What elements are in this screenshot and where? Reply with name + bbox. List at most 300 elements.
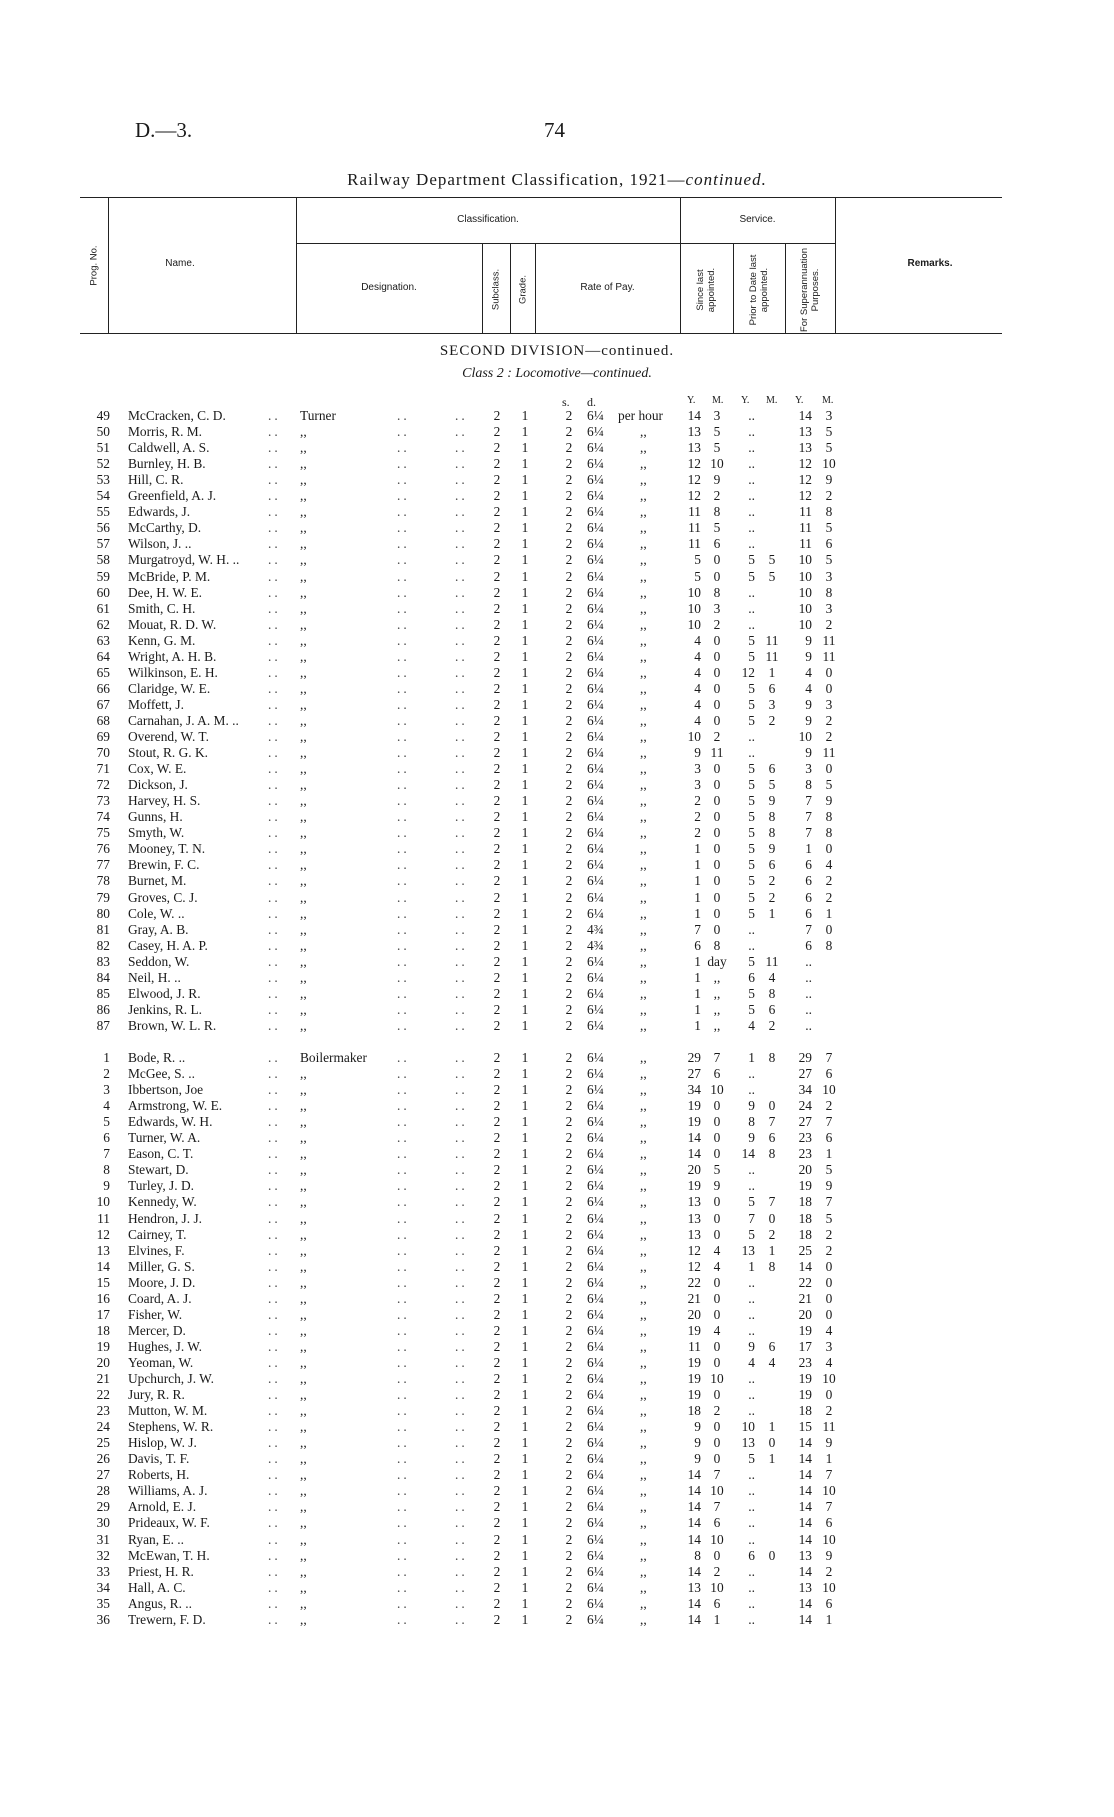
cell-d: 6¼ — [587, 1226, 604, 1242]
cell-unit: ,, — [640, 1258, 647, 1274]
cell-name: Bode, R. .. — [128, 1050, 186, 1065]
cell-m3: 6 — [825, 1130, 833, 1146]
cell-d: 6¼ — [587, 1130, 604, 1146]
cell-unit: ,, — [640, 456, 647, 472]
unit-years-1: Y. — [687, 395, 696, 406]
cell-y2: 6 — [748, 969, 755, 985]
cell-y3: 27 — [798, 1114, 812, 1130]
leader-dots: .. — [455, 1001, 468, 1017]
cell-no: 20 — [96, 1354, 110, 1370]
table-row — [0, 1612, 1114, 1628]
cell-no: 59 — [96, 568, 110, 584]
header-service: Service. — [739, 214, 776, 225]
cell-d: 6¼ — [587, 456, 604, 472]
cell-m1: 4 — [713, 1242, 721, 1258]
cell-des: ,, — [300, 552, 307, 568]
cell-gr: 1 — [521, 472, 529, 488]
cell-y2: .. — [748, 472, 755, 488]
leader-dots: .. — [268, 1210, 281, 1226]
cell-gr: 1 — [521, 1322, 529, 1338]
cell-d: 4¾ — [587, 921, 604, 937]
cell-d: 6¼ — [587, 729, 604, 744]
cell-m2: 1 — [768, 1419, 776, 1435]
cell-y1: 19 — [687, 1371, 701, 1386]
cell-name: McEwan, T. H. — [128, 1547, 210, 1563]
cell-y2: .. — [748, 1290, 755, 1306]
cell-des: ,, — [300, 616, 307, 632]
cell-s: 2 — [565, 1306, 573, 1322]
cell-no: 84 — [96, 969, 110, 985]
cell-unit: ,, — [640, 1130, 647, 1146]
cell-sub: 2 — [493, 536, 501, 552]
cell-unit: ,, — [640, 921, 647, 937]
cell-name: Jury, R. R. — [128, 1387, 185, 1403]
cell-unit: ,, — [640, 632, 647, 648]
table-row — [0, 922, 1114, 938]
cell-sub: 2 — [493, 825, 501, 841]
cell-gr: 1 — [521, 440, 529, 456]
col-rule-1 — [108, 197, 109, 333]
cell-unit: ,, — [640, 793, 647, 809]
table-row — [0, 1532, 1114, 1548]
leader-dots: .. — [397, 536, 410, 552]
cell-m3: 9 — [825, 1435, 833, 1451]
leader-dots: .. — [268, 1595, 281, 1611]
leader-dots: .. — [455, 1547, 468, 1563]
leader-dots: .. — [455, 1435, 468, 1451]
table-row — [0, 1451, 1114, 1467]
cell-d: 6¼ — [587, 1066, 604, 1082]
cell-m1: 0 — [713, 1419, 721, 1435]
cell-y3: 14 — [798, 1563, 812, 1579]
cell-unit: ,, — [640, 969, 647, 985]
leader-dots: .. — [268, 953, 281, 969]
leader-dots: .. — [268, 1483, 281, 1499]
cell-name: Elvines, F. — [128, 1242, 185, 1258]
table-row — [0, 1307, 1114, 1323]
cell-sub: 2 — [493, 761, 501, 777]
cell-no: 2 — [103, 1066, 110, 1082]
table-row — [0, 761, 1114, 777]
cell-unit: ,, — [640, 1306, 647, 1322]
cell-y3: 14 — [798, 1435, 812, 1451]
leader-dots: .. — [455, 536, 468, 552]
leader-dots: .. — [397, 1226, 410, 1242]
cell-y1: 5 — [694, 552, 701, 568]
cell-m2: 9 — [768, 793, 776, 809]
cell-y2: 6 — [748, 1547, 755, 1563]
cell-gr: 1 — [521, 1595, 529, 1611]
cell-y3: 23 — [798, 1130, 812, 1146]
cell-name: Edwards, J. — [128, 504, 191, 520]
cell-sub: 2 — [493, 664, 501, 680]
cell-m1: 0 — [713, 1451, 721, 1467]
leader-dots: .. — [397, 1194, 410, 1210]
cell-no: 32 — [96, 1547, 110, 1563]
cell-d: 6¼ — [587, 985, 604, 1001]
table-row — [0, 649, 1114, 665]
cell-name: Roberts, H. — [128, 1467, 190, 1483]
cell-y3: .. — [805, 1001, 812, 1017]
leader-dots: .. — [268, 921, 281, 937]
cell-d: 6¼ — [587, 1210, 604, 1226]
cell-sub: 2 — [493, 1274, 501, 1290]
leader-dots: .. — [268, 1611, 281, 1627]
cell-y1: 13 — [687, 1226, 701, 1242]
cell-y1: 9 — [694, 1435, 701, 1451]
cell-d: 6¼ — [587, 1547, 604, 1563]
leader-dots: .. — [397, 1050, 410, 1065]
cell-name: Burnley, H. B. — [128, 456, 206, 472]
cell-y1: 4 — [694, 664, 701, 680]
unit-months-1: M. — [712, 395, 724, 406]
cell-y1: 12 — [687, 472, 701, 488]
cell-gr: 1 — [521, 1146, 529, 1162]
table-row — [0, 857, 1114, 873]
col-rule-8 — [785, 243, 786, 333]
cell-sub: 2 — [493, 424, 501, 440]
cell-sub: 2 — [493, 857, 501, 873]
cell-no: 82 — [96, 937, 110, 953]
cell-m1: 0 — [713, 1547, 721, 1563]
header-top-rule — [80, 197, 1002, 198]
cell-no: 3 — [103, 1082, 110, 1098]
cell-sub: 2 — [493, 1563, 501, 1579]
leader-dots: .. — [455, 1178, 468, 1194]
cell-name: Jenkins, R. L. — [128, 1001, 203, 1017]
cell-gr: 1 — [521, 584, 529, 600]
cell-y1: 11 — [688, 520, 701, 536]
cell-y2: .. — [748, 408, 755, 423]
cell-y1: 13 — [687, 1210, 701, 1226]
cell-unit: ,, — [640, 696, 647, 712]
leader-dots: .. — [268, 648, 281, 664]
cell-y3: .. — [805, 953, 812, 969]
table-row — [0, 906, 1114, 922]
cell-sub: 2 — [493, 696, 501, 712]
cell-unit: ,, — [640, 712, 647, 728]
cell-no: 77 — [96, 857, 110, 873]
table-row — [0, 1243, 1114, 1259]
leader-dots: .. — [397, 1451, 410, 1467]
leader-dots: .. — [397, 1595, 410, 1611]
cell-m3: 4 — [825, 857, 833, 873]
cell-unit: ,, — [640, 488, 647, 504]
cell-des: ,, — [300, 696, 307, 712]
cell-gr: 1 — [521, 1130, 529, 1146]
cell-sub: 2 — [493, 1611, 501, 1627]
cell-m2: 6 — [768, 761, 776, 777]
cell-s: 2 — [565, 1595, 573, 1611]
leader-dots: .. — [397, 1322, 410, 1338]
leader-dots: .. — [397, 584, 410, 600]
cell-m1: 7 — [713, 1050, 721, 1065]
leader-dots: .. — [397, 1130, 410, 1146]
cell-des: ,, — [300, 1435, 307, 1451]
cell-unit: ,, — [640, 1499, 647, 1515]
cell-y2: .. — [748, 1162, 755, 1178]
table-row — [0, 1162, 1114, 1178]
cell-y2: 8 — [748, 1114, 755, 1130]
cell-unit: ,, — [640, 1579, 647, 1595]
cell-unit: ,, — [640, 424, 647, 440]
cell-gr: 1 — [521, 825, 529, 841]
leader-dots: .. — [397, 937, 410, 953]
leader-dots: .. — [455, 456, 468, 472]
cell-des: ,, — [300, 857, 307, 873]
table-row — [0, 1098, 1114, 1114]
leader-dots: .. — [268, 1162, 281, 1178]
header-since-last: Since last appointed. — [695, 267, 717, 313]
cell-y3: 17 — [798, 1338, 812, 1354]
cell-unit: ,, — [640, 1194, 647, 1210]
cell-no: 12 — [96, 1226, 110, 1242]
cell-unit: ,, — [640, 937, 647, 953]
cell-gr: 1 — [521, 1114, 529, 1130]
cell-unit: per hour — [618, 408, 663, 423]
cell-s: 2 — [565, 1130, 573, 1146]
cell-unit: ,, — [640, 1403, 647, 1419]
leader-dots: .. — [397, 440, 410, 456]
cell-name: McBride, P. M. — [128, 568, 211, 584]
leader-dots: .. — [268, 857, 281, 873]
cell-y3: .. — [805, 985, 812, 1001]
cell-m3: 6 — [825, 1595, 833, 1611]
cell-des: ,, — [300, 745, 307, 761]
cell-y3: 9 — [805, 745, 812, 761]
cell-y3: 18 — [798, 1194, 812, 1210]
cell-m1: ,, — [713, 1017, 721, 1033]
cell-sub: 2 — [493, 584, 501, 600]
cell-gr: 1 — [521, 1499, 529, 1515]
cell-y3: 12 — [798, 488, 812, 504]
leader-dots: .. — [455, 424, 468, 440]
table-row — [0, 569, 1114, 585]
cell-y2: .. — [748, 1483, 755, 1499]
leader-dots: .. — [268, 1082, 281, 1098]
cell-sub: 2 — [493, 777, 501, 793]
cell-y1: 14 — [687, 1130, 701, 1146]
cell-gr: 1 — [521, 1338, 529, 1354]
cell-y2: 5 — [748, 552, 755, 568]
leader-dots: .. — [455, 1322, 468, 1338]
cell-des: ,, — [300, 472, 307, 488]
cell-sub: 2 — [493, 1242, 501, 1258]
cell-sub: 2 — [493, 1146, 501, 1162]
cell-d: 6¼ — [587, 696, 604, 712]
leader-dots: .. — [397, 809, 410, 825]
title-continued: continued. — [685, 170, 767, 189]
table-row — [0, 1194, 1114, 1210]
page-title — [0, 170, 1114, 190]
cell-s: 2 — [565, 793, 573, 809]
leader-dots: .. — [397, 1547, 410, 1563]
cell-m1: 2 — [713, 1563, 721, 1579]
cell-y1: 1 — [694, 969, 701, 985]
cell-d: 6¼ — [587, 1451, 604, 1467]
cell-m1: 0 — [713, 921, 721, 937]
cell-y1: 13 — [687, 1579, 701, 1595]
cell-y2: .. — [748, 921, 755, 937]
table-row — [0, 1275, 1114, 1291]
cell-sub: 2 — [493, 488, 501, 504]
cell-y2: 13 — [741, 1435, 755, 1451]
leader-dots: .. — [455, 632, 468, 648]
cell-y3: 14 — [798, 1483, 812, 1499]
cell-unit: ,, — [640, 1210, 647, 1226]
cell-gr: 1 — [521, 1194, 529, 1210]
cell-y2: .. — [748, 456, 755, 472]
cell-des: ,, — [300, 1387, 307, 1403]
cell-no: 4 — [103, 1098, 110, 1114]
cell-no: 7 — [103, 1146, 110, 1162]
cell-s: 2 — [565, 600, 573, 616]
cell-no: 65 — [96, 664, 110, 680]
cell-s: 2 — [565, 1563, 573, 1579]
leader-dots: .. — [268, 568, 281, 584]
cell-y1: 1 — [694, 1017, 701, 1033]
leader-dots: .. — [397, 1114, 410, 1130]
cell-y1: 1 — [694, 985, 701, 1001]
cell-m3: 7 — [825, 1467, 833, 1483]
cell-no: 26 — [96, 1451, 110, 1467]
cell-no: 13 — [96, 1242, 110, 1258]
cell-y2: .. — [748, 1403, 755, 1419]
leader-dots: .. — [455, 1017, 468, 1033]
cell-y2: 1 — [748, 1258, 755, 1274]
cell-m1: 4 — [713, 1258, 721, 1274]
table-row — [0, 938, 1114, 954]
leader-dots: .. — [455, 696, 468, 712]
cell-y1: 10 — [687, 600, 701, 616]
cell-s: 2 — [565, 1017, 573, 1033]
cell-y2: 5 — [748, 953, 755, 969]
cell-m2: 8 — [768, 1258, 776, 1274]
cell-y2: 12 — [741, 664, 755, 680]
cell-m3: 7 — [825, 1050, 833, 1065]
leader-dots: .. — [268, 761, 281, 777]
cell-m1: 3 — [713, 600, 721, 616]
cell-m2: 5 — [768, 777, 776, 793]
cell-y1: 4 — [694, 648, 701, 664]
cell-y3: 19 — [798, 1178, 812, 1194]
cell-s: 2 — [565, 456, 573, 472]
cell-y3: 13 — [798, 1547, 812, 1563]
table-row — [0, 1178, 1114, 1194]
cell-m3: 10 — [822, 1483, 836, 1499]
cell-des: ,, — [300, 1338, 307, 1354]
cell-name: Armstrong, W. E. — [128, 1098, 223, 1114]
cell-s: 2 — [565, 1499, 573, 1515]
leader-dots: .. — [268, 825, 281, 841]
cell-no: 8 — [103, 1162, 110, 1178]
cell-y2: 5 — [748, 809, 755, 825]
cell-m3: 5 — [825, 424, 833, 440]
cell-no: 19 — [96, 1338, 110, 1354]
cell-unit: ,, — [640, 1098, 647, 1114]
cell-s: 2 — [565, 1547, 573, 1563]
cell-y2: .. — [748, 1178, 755, 1194]
table-row — [0, 472, 1114, 488]
cell-gr: 1 — [521, 777, 529, 793]
cell-no: 69 — [96, 729, 110, 744]
leader-dots: .. — [268, 1258, 281, 1274]
cell-s: 2 — [565, 1451, 573, 1467]
cell-s: 2 — [565, 712, 573, 728]
leader-dots: .. — [268, 1226, 281, 1242]
cell-name: McCracken, C. D. — [128, 408, 226, 423]
cell-name: Greenfield, A. J. — [128, 488, 217, 504]
cell-name: Caldwell, A. S. — [128, 440, 210, 456]
cell-name: Stewart, D. — [128, 1162, 189, 1178]
cell-no: 72 — [96, 777, 110, 793]
cell-y2: 5 — [748, 825, 755, 841]
cell-m3: 0 — [825, 1306, 833, 1322]
cell-y1: 11 — [688, 536, 701, 552]
leader-dots: .. — [455, 809, 468, 825]
cell-y2: .. — [748, 1082, 755, 1098]
table-row — [0, 601, 1114, 617]
cell-s: 2 — [565, 408, 573, 423]
cell-no: 9 — [103, 1178, 110, 1194]
cell-des: ,, — [300, 1146, 307, 1162]
cell-no: 71 — [96, 761, 110, 777]
cell-gr: 1 — [521, 857, 529, 873]
leader-dots: .. — [268, 873, 281, 889]
table-row — [0, 793, 1114, 809]
cell-s: 2 — [565, 504, 573, 520]
cell-m1: 9 — [713, 1178, 721, 1194]
cell-y1: 1 — [694, 857, 701, 873]
leader-dots: .. — [455, 408, 468, 423]
leader-dots: .. — [268, 1001, 281, 1017]
cell-m2: 5 — [768, 552, 776, 568]
cell-no: 23 — [96, 1403, 110, 1419]
leader-dots: .. — [455, 889, 468, 905]
cell-s: 2 — [565, 969, 573, 985]
cell-m1: 0 — [713, 1338, 721, 1354]
cell-sub: 2 — [493, 809, 501, 825]
cell-sub: 2 — [493, 793, 501, 809]
cell-gr: 1 — [521, 873, 529, 889]
cell-d: 6¼ — [587, 1082, 604, 1098]
cell-unit: ,, — [640, 841, 647, 857]
table-row — [0, 1050, 1114, 1066]
cell-y3: 14 — [798, 1595, 812, 1611]
cell-y1: 5 — [694, 568, 701, 584]
cell-name: Wilson, J. .. — [128, 536, 192, 552]
leader-dots: .. — [455, 825, 468, 841]
cell-name: Cole, W. .. — [128, 905, 185, 921]
cell-gr: 1 — [521, 761, 529, 777]
cell-des: ,, — [300, 793, 307, 809]
cell-unit: ,, — [640, 1354, 647, 1370]
cell-m3: 11 — [822, 1419, 836, 1435]
cell-y3: 14 — [798, 1499, 812, 1515]
cell-s: 2 — [565, 1435, 573, 1451]
cell-y3: 7 — [805, 825, 812, 841]
leader-dots: .. — [455, 1290, 468, 1306]
cell-m2: 4 — [768, 969, 776, 985]
header-designation: Designation. — [361, 282, 417, 293]
leader-dots: .. — [455, 1451, 468, 1467]
cell-y3: 24 — [798, 1098, 812, 1114]
cell-d: 6¼ — [587, 1001, 604, 1017]
cell-unit: ,, — [640, 1563, 647, 1579]
cell-d: 6¼ — [587, 536, 604, 552]
cell-y3: 7 — [805, 921, 812, 937]
cell-des: ,, — [300, 1001, 307, 1017]
